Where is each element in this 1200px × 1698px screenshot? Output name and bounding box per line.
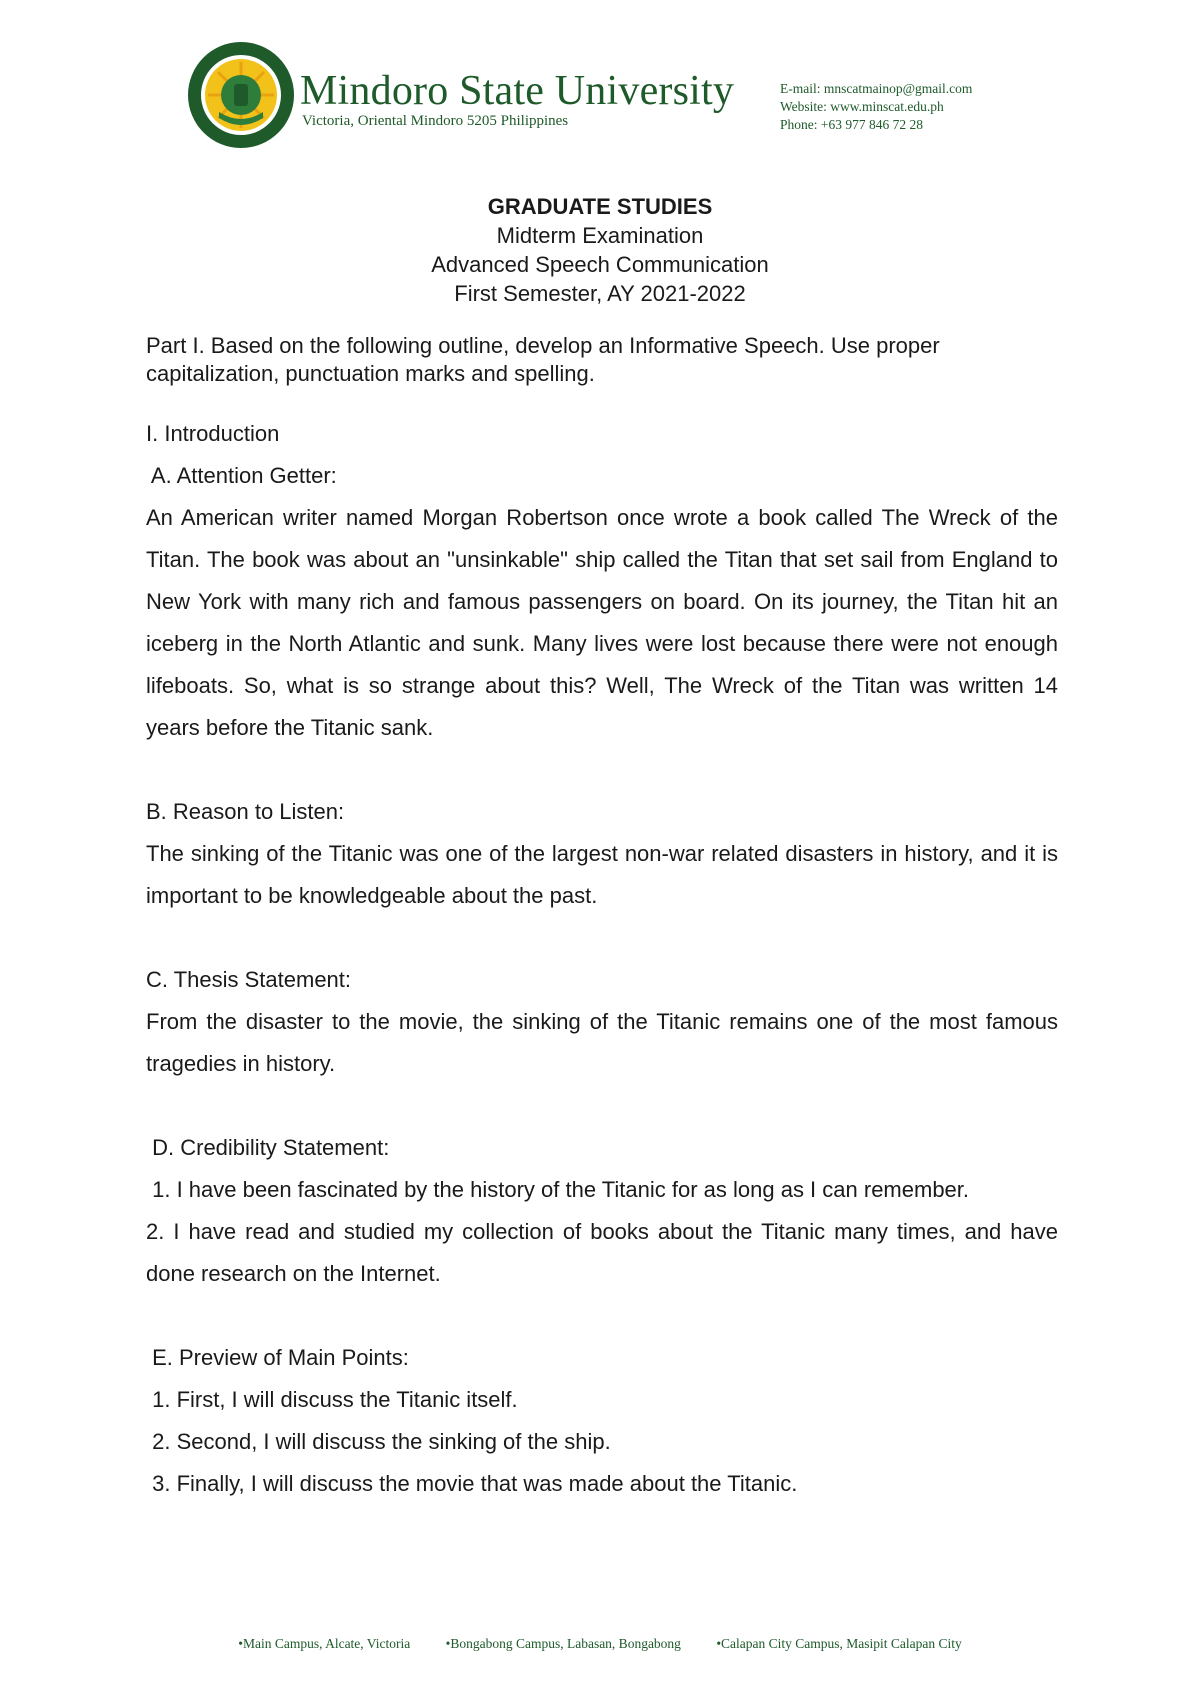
campus-footer bbox=[0, 1636, 1200, 1652]
letterhead bbox=[0, 0, 1200, 160]
preview-heading: E. Preview of Main Points: bbox=[146, 1345, 409, 1370]
university-address: Victoria, Oriental Mindoro 5205 Philippines bbox=[302, 113, 569, 129]
preview-item-2: 2. Second, I will discuss the sinking of the ship. bbox=[146, 1429, 611, 1454]
spacer bbox=[146, 1085, 1058, 1127]
thesis-heading: C. Thesis Statement: bbox=[146, 967, 352, 992]
department-title: GRADUATE STUDIES bbox=[487, 194, 713, 219]
contact-block bbox=[780, 80, 972, 134]
contact-email: E-mail: mnscatmainop@gmail.com bbox=[780, 81, 973, 96]
spacer bbox=[146, 749, 1058, 791]
exam-title: Midterm Examination bbox=[496, 223, 704, 248]
preview-item-3: 3. Finally, I will discuss the movie that was made about the Titanic. bbox=[146, 1471, 798, 1496]
university-seal-icon bbox=[186, 40, 296, 150]
term-title: First Semester, AY 2021-2022 bbox=[454, 281, 746, 306]
document-titles bbox=[0, 192, 1200, 308]
instructions: Part I. Based on the following outline, develop an Informative Speech. Use proper capitalization, punctuation marks and spelling. bbox=[146, 333, 940, 386]
course-title: Advanced Speech Communication bbox=[431, 252, 769, 277]
section-heading: I. Introduction bbox=[146, 421, 280, 446]
footer-campus-bongabong: •Bongabong Campus, Labasan, Bongabong bbox=[445, 1636, 681, 1651]
university-name: Mindoro State University bbox=[300, 68, 735, 114]
exam-body bbox=[146, 332, 1058, 1505]
credibility-heading: D. Credibility Statement: bbox=[146, 1135, 390, 1160]
spacer bbox=[146, 917, 1058, 959]
attention-getter-text: An American writer named Morgan Robertson once wrote a book called The Wreck of the Titan. The book was about an "unsinkable" ship called the Titan that set sail from England to New York with many rich and famous passengers on board. On its journey, the Titan hit an iceberg in the North Atlantic and sunk. Many lives were lost because there were not enough lifeboats. So, what is so strange about this? Well, The Wreck of the Titan was written 14 years before the Titanic sank. bbox=[146, 505, 1058, 740]
preview-item-1: 1. First, I will discuss the Titanic itself. bbox=[146, 1387, 518, 1412]
attention-getter-heading: A. Attention Getter: bbox=[146, 463, 337, 488]
reason-to-listen-heading: B. Reason to Listen: bbox=[146, 799, 345, 824]
spacer bbox=[146, 1295, 1058, 1337]
credibility-item-1: 1. I have been fascinated by the history of the Titanic for as long as I can remember. bbox=[146, 1177, 970, 1202]
reason-to-listen-text: The sinking of the Titanic was one of the largest non-war related disasters in history, and it is important to be knowledgeable about the past. bbox=[146, 841, 1058, 908]
thesis-text: From the disaster to the movie, the sinking of the Titanic remains one of the most famous tragedies in history. bbox=[146, 1009, 1058, 1076]
footer-campus-main: •Main Campus, Alcate, Victoria bbox=[238, 1636, 411, 1651]
footer-campus-calapan: •Calapan City Campus, Masipit Calapan City bbox=[716, 1636, 962, 1651]
credibility-item-2: 2. I have read and studied my collection of books about the Titanic many times, and have done research on the Internet. bbox=[146, 1219, 1058, 1286]
contact-phone: Phone: +63 977 846 72 28 bbox=[780, 117, 923, 132]
contact-website: Website: www.minscat.edu.ph bbox=[780, 99, 944, 114]
